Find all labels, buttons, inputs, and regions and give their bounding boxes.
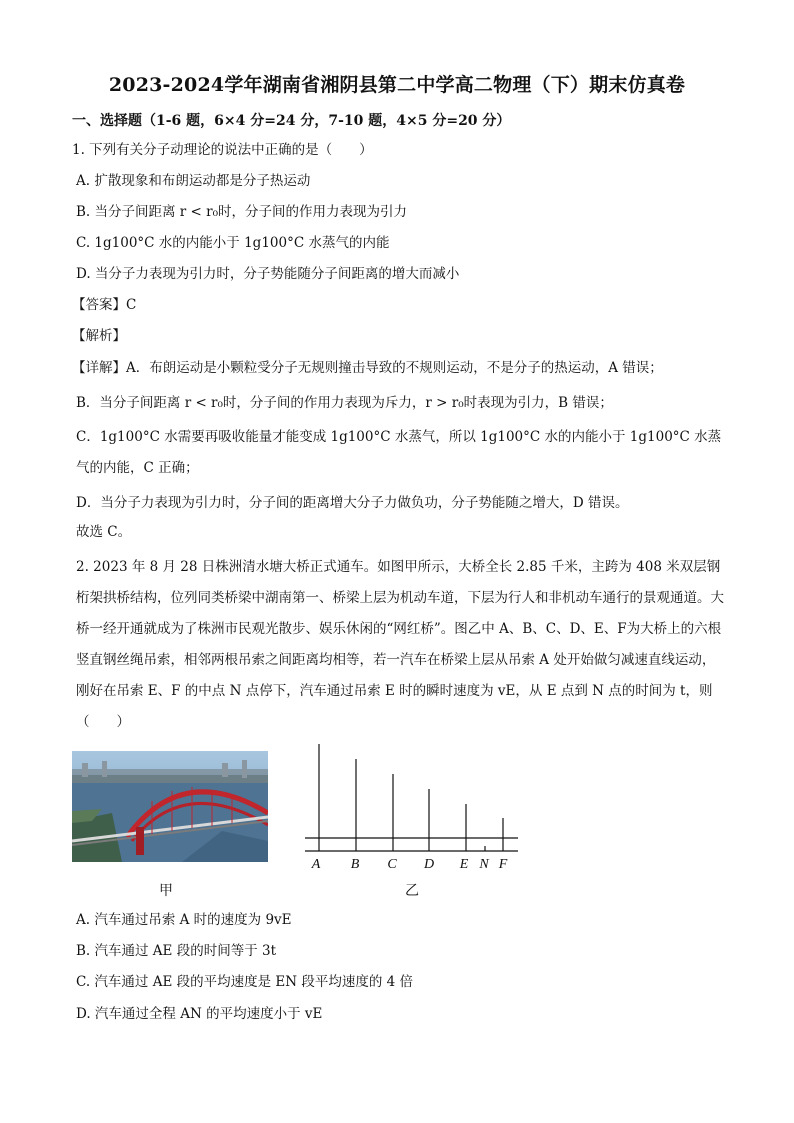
bridge-photo	[72, 751, 268, 862]
label-b: B	[350, 857, 360, 872]
answer-value: C	[126, 297, 137, 313]
q1-detail-d: D．当分子力表现为引力时，分子间的距离增大分子力做负功，分子势能随之增大，D 错误。	[76, 495, 629, 511]
label-n: N	[479, 857, 489, 872]
exam-title: 2023-2024学年湖南省湘阴县第二中学高二物理（下）期末仿真卷	[108, 74, 686, 96]
section-heading: 一、选择题（1-6 题，6×4 分=24 分，7-10 题，4×5 分=20 分）	[72, 113, 511, 129]
answer-label: 【答案】	[72, 297, 126, 313]
q2-option-d: D. 汽车通过全程 AN 的平均速度小于 vE	[76, 1006, 323, 1022]
q1-answer	[72, 295, 136, 315]
q2-option-b: B. 汽车通过 AE 段的时间等于 3t	[76, 943, 276, 959]
q1-detail-b: B．当分子间距离 r < r₀时，分子间的作用力表现为斥力，r > r₀时表现为引力，B 错误；	[76, 395, 613, 411]
q1-option-c: C. 1g100°C 水的内能小于 1g100°C 水蒸气的内能	[76, 235, 390, 251]
q2-option-a: A. 汽车通过吊索 A 时的速度为 9vE	[76, 912, 292, 928]
q1-option-d: D. 当分子力表现为引力时，分子势能随分子间距离的增大而减小	[76, 266, 460, 282]
label-a: A	[311, 857, 321, 872]
q1-option-a: A. 扩散现象和布朗运动都是分子热运动	[76, 173, 311, 189]
q2-option-c: C. 汽车通过 AE 段的平均速度是 EN 段平均速度的 4 倍	[76, 974, 414, 990]
q1-option-b: B. 当分子间距离 r < r₀时，分子间的作用力表现为引力	[76, 204, 408, 220]
label-d: D	[423, 857, 435, 872]
label-f: F	[498, 857, 508, 872]
label-e: E	[459, 857, 469, 872]
label-c: C	[387, 857, 397, 872]
suspender-diagram	[300, 740, 530, 875]
caption-jia: 甲	[159, 883, 173, 899]
q1-conclusion: 故选 C。	[76, 524, 132, 540]
q2-stem: 2. 2023 年 8 月 28 日株洲清水塘大桥正式通车。如图甲所示，大桥全长 2.85 千米，主跨为 408 米双层钢桁架拱桥结构，位列同类桥梁中湖南第一、桥梁上层为机动车道，下层为行人和非机动车通行的景观通道。大桥一经开通就成为了株洲市民观光散步、娱乐休闲的“网红桥”。图乙中 A、B、C、D、E、F为大桥上的六根竖直钢丝绳吊索，相邻两根吊索之间距离均相等，若一汽车在桥梁上层从吊索 A 处开始做匀减速直线运动，刚好在吊索 E、F 的中点 N 点停下，汽车通过吊索 E 时的瞬时速度为 vE，从 E 点到 N 点的时间为 t，则（ ）	[76, 559, 724, 730]
q1-detail-a: 【详解】A．布朗运动是小颗粒受分子无规则撞击导致的不规则运动，不是分子的热运动，A 错误；	[72, 360, 663, 376]
q1-analysis-label: 【解析】	[72, 328, 126, 344]
q1-detail-c: C．1g100°C 水需要再吸收能量才能变成 1g100°C 水蒸气，所以 1g100°C 水的内能小于 1g100°C 水蒸气的内能，C 正确；	[76, 429, 722, 476]
caption-yi: 乙	[405, 883, 419, 899]
q1-stem: 1. 下列有关分子动理论的说法中正确的是（ ）	[72, 142, 373, 158]
